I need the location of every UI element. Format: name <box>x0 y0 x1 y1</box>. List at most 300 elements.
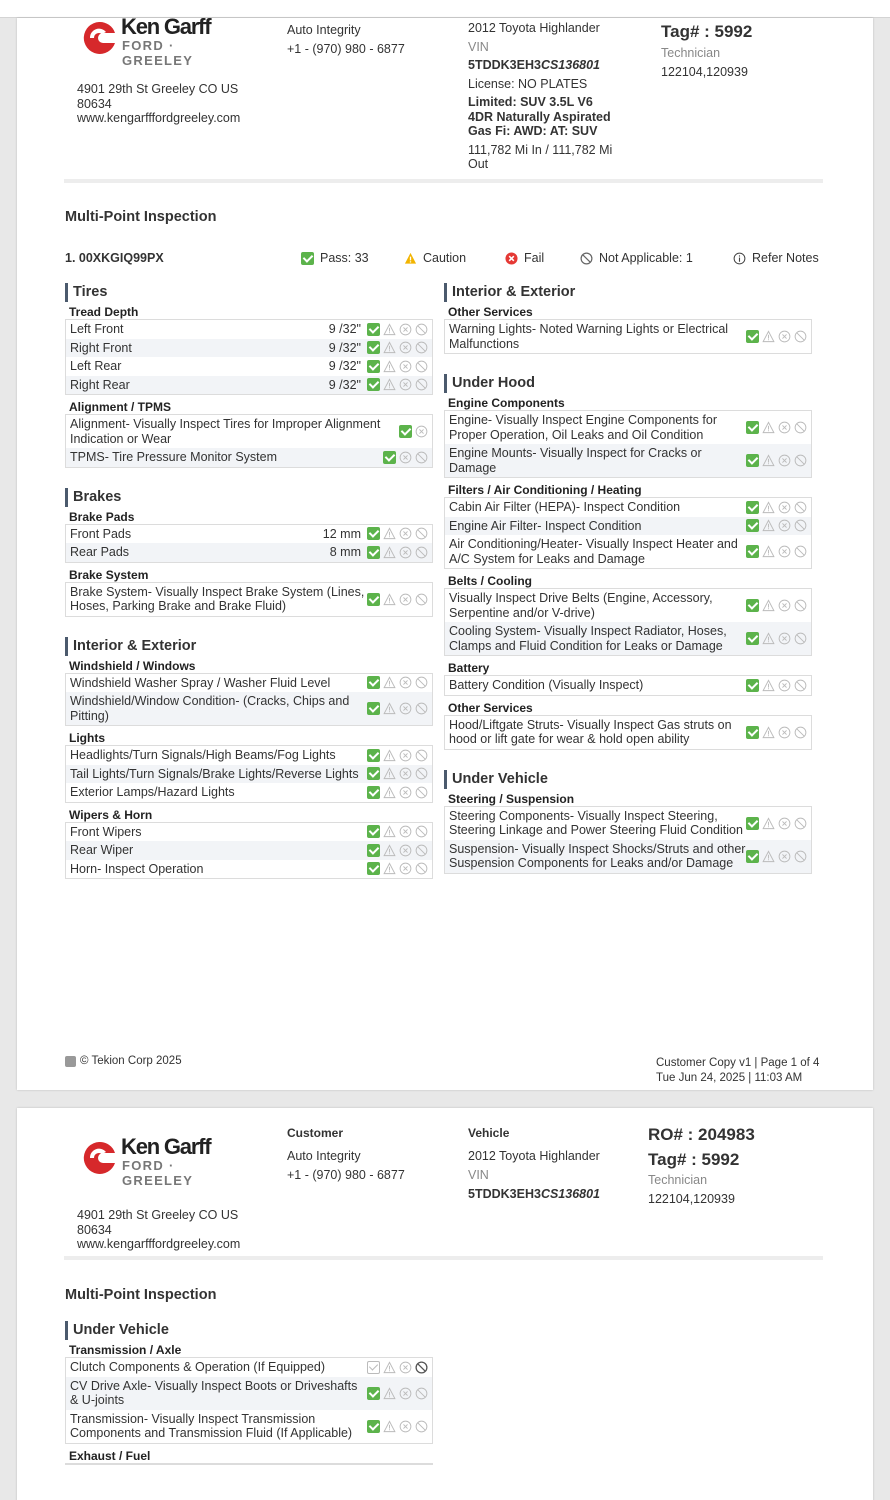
legend-caution <box>404 251 466 265</box>
vehicle-block <box>468 1124 600 1204</box>
inspection-item-label: Rear Wiper <box>70 843 134 857</box>
inspection-row <box>66 692 432 725</box>
not-applicable-icon[interactable] <box>794 632 807 645</box>
vin-label: VIN <box>468 1168 489 1182</box>
status-icons <box>367 749 428 762</box>
tag-number: Tag# : 5992 <box>661 22 753 41</box>
pass-checkbox-icon[interactable] <box>383 451 396 464</box>
status-icons <box>746 501 807 514</box>
inspection-group <box>65 1342 433 1444</box>
pass-checkbox-icon[interactable] <box>746 817 759 830</box>
fail-icon[interactable] <box>778 421 791 434</box>
vin-prefix: 5TDDK3EH3 <box>468 1187 541 1201</box>
not-applicable-icon[interactable] <box>794 454 807 467</box>
page-title: Multi-Point Inspection <box>65 1287 217 1303</box>
caution-icon[interactable] <box>383 378 396 391</box>
inspection-group <box>444 482 812 569</box>
customer-name: Auto Integrity <box>287 1149 361 1163</box>
group-label: Belts / Cooling <box>444 573 812 589</box>
pass-checkbox-icon[interactable] <box>367 546 380 559</box>
status-icons <box>746 632 807 645</box>
group-label: Engine Components <box>444 395 812 411</box>
fail-icon[interactable] <box>399 593 412 606</box>
pass-checkbox-icon[interactable] <box>367 767 380 780</box>
inspection-item-label: Cooling System- Visually Inspect Radiator, Hoses, Clamps and Fluid Condition for Leaks or Damage <box>449 624 727 653</box>
pass-checkbox-icon[interactable] <box>746 501 759 514</box>
fail-icon[interactable] <box>778 726 791 739</box>
vehicle-mileage: 111,782 Mi In / 111,782 Mi <box>468 142 613 157</box>
inspection-group <box>65 1448 433 1465</box>
not-applicable-icon[interactable] <box>794 501 807 514</box>
measurement-value: 8 mm <box>329 545 361 559</box>
inspection-item-label: Windshield/Window Condition- (Cracks, Chips and Pitting) <box>70 694 350 723</box>
caution-icon[interactable] <box>383 676 396 689</box>
right-column <box>444 283 812 878</box>
pass-checkbox-icon[interactable] <box>746 679 759 692</box>
footer-right <box>656 1056 819 1086</box>
caution-icon[interactable] <box>383 1420 396 1433</box>
vin-prefix: 5TDDK3EH3 <box>468 58 541 72</box>
inspection-item-label: TPMS- Tire Pressure Monitor System <box>70 450 277 464</box>
caution-icon[interactable] <box>762 501 775 514</box>
caution-icon[interactable] <box>762 632 775 645</box>
caution-icon[interactable] <box>383 862 396 875</box>
fail-icon[interactable] <box>399 1387 412 1400</box>
pass-checkbox-icon[interactable] <box>367 844 380 857</box>
caution-icon[interactable] <box>383 786 396 799</box>
group-label: Exhaust / Fuel <box>65 1448 433 1464</box>
status-icons <box>367 1361 428 1374</box>
inspection-item-label: Windshield Washer Spray / Washer Fluid Level <box>70 675 331 690</box>
pass-checkbox-icon[interactable] <box>367 862 380 875</box>
pass-checkbox-icon[interactable] <box>367 676 380 689</box>
inspection-group <box>444 660 812 696</box>
group-label: Windshield / Windows <box>65 658 433 674</box>
fail-icon[interactable] <box>399 749 412 762</box>
fail-icon[interactable] <box>399 323 412 336</box>
legend-fail <box>505 251 544 265</box>
inspection-group <box>65 730 433 803</box>
report-page-2 <box>17 1108 873 1500</box>
inspection-item-label: Right Front <box>70 340 132 355</box>
caution-icon[interactable] <box>383 825 396 838</box>
caution-icon <box>404 252 417 265</box>
caution-icon[interactable] <box>762 679 775 692</box>
group-label: Steering / Suspension <box>444 791 812 807</box>
inspection-row <box>66 357 432 376</box>
caution-icon[interactable] <box>762 330 775 343</box>
pass-checkbox-icon[interactable] <box>367 1420 380 1433</box>
caution-icon[interactable] <box>383 593 396 606</box>
fail-icon[interactable] <box>399 378 412 391</box>
legend-na-label: Not Applicable: 1 <box>599 251 693 265</box>
fail-icon[interactable] <box>399 786 412 799</box>
section-title: Tires <box>65 283 433 302</box>
not-applicable-icon[interactable] <box>415 862 428 875</box>
customer-phone: +1 - (970) 980 - 6877 <box>287 1168 405 1182</box>
fail-icon[interactable] <box>778 679 791 692</box>
technician-label: Technician <box>648 1173 708 1187</box>
report-page-1 <box>17 14 873 1090</box>
pass-checkbox-icon[interactable] <box>367 786 380 799</box>
not-applicable-icon[interactable] <box>415 378 428 391</box>
inspection-row <box>66 1410 432 1443</box>
legend-pass-label: Pass: 33 <box>320 251 369 265</box>
pass-checkbox-icon[interactable] <box>367 702 380 715</box>
caution-icon[interactable] <box>762 519 775 532</box>
not-applicable-icon[interactable] <box>415 527 428 540</box>
ro-number: RO# : 204983 <box>648 1125 755 1144</box>
not-applicable-icon[interactable] <box>794 679 807 692</box>
pass-checkbox-icon[interactable] <box>746 330 759 343</box>
inspection-row <box>445 444 811 477</box>
not-applicable-icon[interactable] <box>415 825 428 838</box>
copyright: © Tekion Corp 2025 <box>80 1055 182 1067</box>
not-applicable-icon[interactable] <box>415 341 428 354</box>
fail-icon[interactable] <box>399 341 412 354</box>
status-icons <box>367 676 428 689</box>
measurement-value: 9 /32" <box>328 322 361 336</box>
fail-icon[interactable] <box>399 1361 412 1374</box>
inspection-item-label: Front Pads <box>70 526 132 541</box>
group-label: Other Services <box>444 304 812 320</box>
measurement-value: 9 /32" <box>328 340 361 355</box>
inspection-group <box>444 700 812 750</box>
status-icons <box>746 726 807 739</box>
vehicle-trim: 4DR Naturally Aspirated <box>468 109 611 124</box>
pass-checkbox-icon[interactable] <box>367 378 380 391</box>
status-icons <box>746 679 807 692</box>
page-title: Multi-Point Inspection <box>65 209 217 225</box>
pass-checkbox-icon[interactable] <box>367 323 380 336</box>
inspection-row <box>66 320 432 339</box>
pass-checkbox-icon[interactable] <box>367 341 380 354</box>
not-applicable-icon[interactable] <box>415 1387 428 1400</box>
info-icon <box>733 252 746 265</box>
inspection-item-label: Rear Pads <box>70 545 130 559</box>
caution-icon[interactable] <box>383 527 396 540</box>
not-applicable-icon[interactable] <box>794 519 807 532</box>
pass-checkbox-icon[interactable] <box>367 1387 380 1400</box>
fail-icon[interactable] <box>399 702 412 715</box>
not-applicable-icon[interactable] <box>794 330 807 343</box>
inspection-group <box>65 509 433 563</box>
vin-label: VIN <box>468 39 489 54</box>
legend-pass <box>301 251 369 265</box>
dealer-website[interactable]: www.kengarfffordgreeley.com <box>77 111 241 125</box>
not-applicable-icon[interactable] <box>794 599 807 612</box>
caution-icon[interactable] <box>762 421 775 434</box>
caution-icon[interactable] <box>762 599 775 612</box>
not-applicable-icon[interactable] <box>415 323 428 336</box>
not-applicable-icon[interactable] <box>415 702 428 715</box>
inspection-item-label: Left Front <box>70 322 124 336</box>
pass-checkbox-icon[interactable] <box>367 1361 380 1374</box>
inspection-row <box>445 716 811 749</box>
vehicle-label: Vehicle <box>468 1126 510 1140</box>
pass-checkbox-icon[interactable] <box>367 825 380 838</box>
pass-icon <box>301 252 314 265</box>
status-icons <box>746 850 807 863</box>
inspection-row <box>66 415 432 448</box>
status-icons <box>367 767 428 780</box>
caution-icon[interactable] <box>762 850 775 863</box>
fail-icon[interactable] <box>778 545 791 558</box>
status-icons <box>746 330 807 343</box>
inspection-item-label: Right Rear <box>70 377 130 392</box>
not-applicable-icon[interactable] <box>794 726 807 739</box>
inspection-group <box>65 304 433 395</box>
pass-checkbox-icon[interactable] <box>746 726 759 739</box>
vehicle-trim: Limited: SUV 3.5L V6 <box>468 95 593 109</box>
status-icons <box>367 862 428 875</box>
caution-icon[interactable] <box>383 1361 396 1374</box>
logo-name: Ken Garff <box>121 14 211 39</box>
inspection-row <box>66 746 432 765</box>
group-label: Brake Pads <box>65 509 433 525</box>
pass-checkbox-icon[interactable] <box>746 519 759 532</box>
inspection-row <box>66 583 432 616</box>
measurement-value: 9 /32" <box>328 359 361 373</box>
group-label: Tread Depth <box>65 304 433 320</box>
caution-icon[interactable] <box>383 323 396 336</box>
pass-checkbox-icon[interactable] <box>746 599 759 612</box>
not-applicable-icon[interactable] <box>794 421 807 434</box>
caution-icon[interactable] <box>383 767 396 780</box>
inspection-row <box>445 320 811 353</box>
caution-icon[interactable] <box>762 545 775 558</box>
measurement-value: 9 /32" <box>328 377 361 392</box>
status-icons <box>367 593 428 606</box>
not-applicable-icon[interactable] <box>415 546 428 559</box>
caution-icon[interactable] <box>383 749 396 762</box>
not-applicable-icon[interactable] <box>415 844 428 857</box>
pass-checkbox-icon[interactable] <box>746 632 759 645</box>
fail-icon[interactable] <box>399 862 412 875</box>
legend-notes-label: Refer Notes <box>752 251 819 265</box>
fail-icon[interactable] <box>415 425 428 438</box>
ken-garff-logo-icon <box>79 21 119 55</box>
not-applicable-icon[interactable] <box>794 850 807 863</box>
inspection-row <box>66 783 432 802</box>
section-title: Under Vehicle <box>65 1321 433 1340</box>
fail-icon[interactable] <box>778 599 791 612</box>
fail-icon[interactable] <box>778 817 791 830</box>
inspection-item-label: Clutch Components & Operation (If Equipped) <box>70 1360 325 1374</box>
fail-icon[interactable] <box>399 546 412 559</box>
caution-icon[interactable] <box>383 360 396 373</box>
pass-checkbox-icon[interactable] <box>399 425 412 438</box>
inspection-row <box>66 1358 432 1377</box>
not-applicable-icon[interactable] <box>415 676 428 689</box>
page-info: Customer Copy v1 | Page 1 of 4 <box>656 1057 820 1069</box>
inspection-row <box>445 411 811 444</box>
header-divider <box>64 179 823 183</box>
inspection-row <box>66 674 432 693</box>
not-applicable-icon[interactable] <box>415 1361 428 1374</box>
inspection-item-label: Horn- Inspect Operation <box>70 861 204 876</box>
vin-value <box>468 1185 600 1204</box>
inspection-item-label: Transmission- Visually Inspect Transmission Components and Transmission Fluid (If Applicable) <box>70 1411 353 1440</box>
pass-checkbox-icon[interactable] <box>367 749 380 762</box>
status-icons <box>367 360 428 373</box>
fail-icon[interactable] <box>399 767 412 780</box>
not-applicable-icon[interactable] <box>415 749 428 762</box>
inspection-row <box>66 841 432 860</box>
inspection-row <box>445 498 811 517</box>
inspection-row <box>445 807 811 840</box>
status-icons <box>367 844 428 857</box>
inspection-item-label: Engine- Visually Inspect Engine Components for Proper Operation, Oil Leaks and Oil Condition <box>449 413 717 442</box>
legend-fail-label: Fail <box>524 251 545 265</box>
pass-checkbox-icon[interactable] <box>367 360 380 373</box>
vin-suffix: CS136801 <box>540 1187 601 1201</box>
pass-checkbox-icon[interactable] <box>746 421 759 434</box>
section-title: Interior & Exterior <box>444 283 812 302</box>
vehicle-model: 2012 Toyota Highlander <box>468 1149 600 1163</box>
caution-icon[interactable] <box>383 1387 396 1400</box>
status-icons <box>383 451 428 464</box>
inspection-row <box>445 676 811 695</box>
status-icons <box>367 378 428 391</box>
fail-icon[interactable] <box>399 451 412 464</box>
inspection-row <box>445 589 811 622</box>
not-applicable-icon[interactable] <box>415 1420 428 1433</box>
inspection-item-label: Exterior Lamps/Hazard Lights <box>70 785 235 799</box>
customer-label: Customer <box>287 1126 344 1140</box>
inspection-item-label: Cabin Air Filter (HEPA)- Inspect Condition <box>449 500 681 514</box>
fail-icon[interactable] <box>399 1420 412 1433</box>
footer-left <box>65 1054 182 1069</box>
inspection-item-label: Warning Lights- Noted Warning Lights or Electrical Malfunctions <box>449 322 729 351</box>
status-icons <box>367 702 428 715</box>
status-icons <box>746 421 807 434</box>
caution-icon[interactable] <box>383 844 396 857</box>
inspection-row <box>445 840 811 873</box>
fail-icon[interactable] <box>399 676 412 689</box>
inspection-item-label: Air Conditioning/Heater- Visually Inspect Heater and A/C System for Leaks and Damage <box>449 537 738 566</box>
caution-icon[interactable] <box>762 817 775 830</box>
inspection-group <box>444 791 812 874</box>
legend-not-applicable <box>580 251 693 265</box>
pass-checkbox-icon[interactable] <box>367 527 380 540</box>
fail-icon[interactable] <box>778 519 791 532</box>
not-applicable-icon[interactable] <box>415 786 428 799</box>
inspection-item-label: Left Rear <box>70 359 122 373</box>
fail-icon[interactable] <box>778 330 791 343</box>
inspection-row <box>66 376 432 395</box>
inspection-item-label: Hood/Liftgate Struts- Visually Inspect Gas struts on hood or lift gate for wear & hold open ability <box>449 717 732 746</box>
section-title: Under Hood <box>444 374 812 393</box>
inspection-row <box>66 525 432 544</box>
group-label: Battery <box>444 660 812 676</box>
inspection-item-label: Headlights/Turn Signals/High Beams/Fog Lights <box>70 748 336 762</box>
inspection-item-label: Brake System- Visually Inspect Brake System (Lines, Hoses, Parking Brake and Brake Fluid) <box>70 584 365 613</box>
address-line: 4901 29th St Greeley CO US <box>77 82 239 96</box>
customer-block <box>287 1124 405 1185</box>
caution-icon[interactable] <box>383 341 396 354</box>
group-label: Wipers & Horn <box>65 807 433 823</box>
status-icons <box>367 341 428 354</box>
status-icons <box>367 786 428 799</box>
not-applicable-icon[interactable] <box>415 593 428 606</box>
group-label: Transmission / Axle <box>65 1342 433 1358</box>
inspection-item-label: Engine Air Filter- Inspect Condition <box>449 518 642 533</box>
not-applicable-icon[interactable] <box>794 817 807 830</box>
left-column <box>65 283 433 883</box>
inspection-group <box>65 658 433 727</box>
pass-checkbox-icon[interactable] <box>367 593 380 606</box>
inspection-group <box>65 399 433 468</box>
inspection-item-label: Battery Condition (Visually Inspect) <box>449 678 644 692</box>
caution-icon[interactable] <box>762 454 775 467</box>
fail-icon[interactable] <box>778 632 791 645</box>
inspection-group <box>65 567 433 617</box>
dealer-address <box>77 82 240 126</box>
inspection-legend <box>65 248 825 268</box>
caution-icon[interactable] <box>383 702 396 715</box>
caution-icon[interactable] <box>383 546 396 559</box>
inspection-row <box>66 765 432 784</box>
inspection-row <box>445 622 811 655</box>
technician-ids: 122104,120939 <box>661 65 748 79</box>
customer-phone: +1 - (970) 980 - 6877 <box>287 42 405 56</box>
vehicle-block <box>468 21 638 172</box>
technician-label: Technician <box>661 46 721 60</box>
fail-icon[interactable] <box>399 844 412 857</box>
fail-icon <box>505 252 518 265</box>
pass-checkbox-icon[interactable] <box>746 850 759 863</box>
inspection-group <box>444 573 812 656</box>
status-icons <box>746 599 807 612</box>
fail-icon[interactable] <box>399 527 412 540</box>
group-label: Filters / Air Conditioning / Heating <box>444 482 812 498</box>
pass-checkbox-icon[interactable] <box>746 454 759 467</box>
section-title: Interior & Exterior <box>65 637 433 656</box>
status-icons <box>367 527 428 540</box>
inspection-row <box>445 517 811 536</box>
inspection-id: 1. 00XKGIQ99PX <box>65 251 164 265</box>
caution-icon[interactable] <box>762 726 775 739</box>
fail-icon[interactable] <box>778 454 791 467</box>
left-column <box>65 1321 433 1469</box>
not-applicable-icon[interactable] <box>415 451 428 464</box>
status-icons <box>746 545 807 558</box>
inspection-group <box>65 807 433 880</box>
not-applicable-icon[interactable] <box>415 767 428 780</box>
inspection-row <box>66 860 432 879</box>
not-applicable-icon[interactable] <box>794 545 807 558</box>
fail-icon[interactable] <box>399 825 412 838</box>
group-label: Other Services <box>444 700 812 716</box>
vehicle-trim: Gas Fi: AWD: AT: SUV <box>468 124 598 138</box>
legend-caution-label: Caution <box>423 251 467 265</box>
inspection-group <box>444 395 812 478</box>
print-date: Tue Jun 24, 2025 | 11:03 AM <box>656 1072 803 1084</box>
status-icons <box>367 323 428 336</box>
status-icons <box>367 1387 428 1400</box>
fail-icon[interactable] <box>778 501 791 514</box>
address-zip: 80634 <box>77 1222 112 1237</box>
pass-checkbox-icon[interactable] <box>746 545 759 558</box>
logo-name: Ken Garff <box>121 1134 211 1159</box>
not-applicable-icon[interactable] <box>415 360 428 373</box>
fail-icon[interactable] <box>399 360 412 373</box>
not-applicable-icon <box>580 252 593 265</box>
tekion-logo-icon <box>65 1056 76 1067</box>
dealer-website[interactable]: www.kengarfffordgreeley.com <box>77 1237 241 1251</box>
fail-icon[interactable] <box>778 850 791 863</box>
